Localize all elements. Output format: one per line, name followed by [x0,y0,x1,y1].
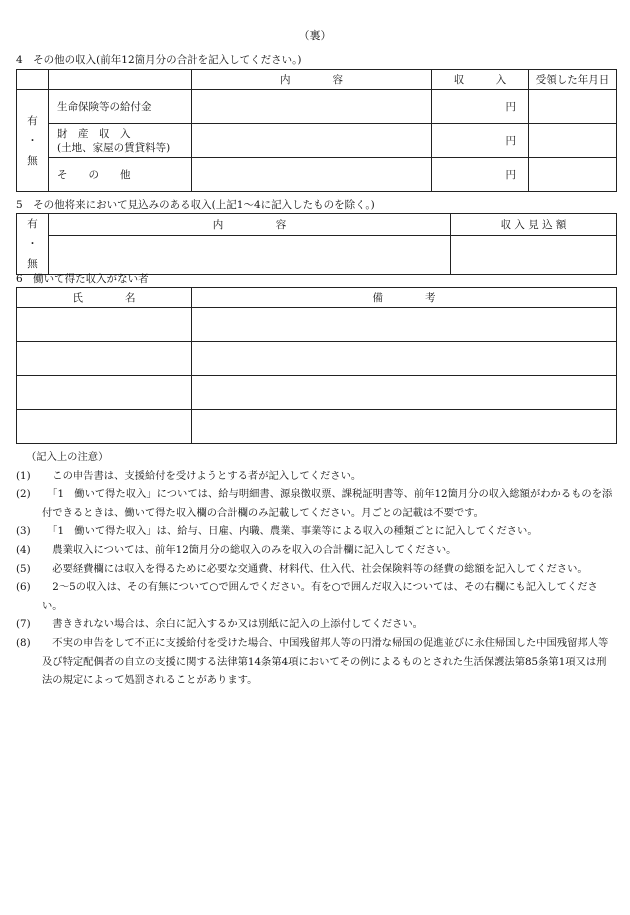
note-item [16,522,616,541]
page-header: （裏） [298,29,332,42]
s4-row-label: 生命保険等の給付金 [49,90,192,124]
s6-name-input[interactable] [17,376,192,410]
s4-income-yen[interactable]: 円 [432,124,529,158]
s4-header-income: 収 入 [432,70,529,90]
note-item [16,467,616,486]
note-number: (7) [16,618,31,631]
note-number: (6) [16,581,31,594]
note-text: この申告書は、支援給付を受けようとする者が記入してください。 [42,469,362,482]
s5-header-content: 内 容 [49,214,451,236]
s6-name-input[interactable] [17,410,192,444]
s6-header-remarks: 備 考 [192,288,617,308]
note-number: (5) [16,562,31,575]
s4-date-input[interactable] [529,124,617,158]
s4-income-yen[interactable]: 円 [432,158,529,192]
note-item [16,615,616,634]
note-text: 不実の申告をして不正に支援給付を受けた場合、中国残留邦人等の円滑な帰国の促進並びに永住帰国した中国残留邦人等及び特定配偶者の自立の支援に関する法律第14条第4項においてその例によるものとされた生活保護法第85条第1項又は刑法の規定によって処罰されることがあります。 [42,636,609,687]
notes-section [16,448,616,690]
s5-amount-input[interactable] [451,235,617,274]
presence-no[interactable]: 無 [27,154,38,167]
presence-yes[interactable]: 有 [27,114,38,127]
note-text: 書ききれない場合は、余白に記入するか又は別紙に記入の上添付してください。 [42,618,423,631]
s5-presence-cell[interactable] [17,214,49,275]
section6-table [16,287,617,444]
s4-date-input[interactable] [529,158,617,192]
note-text: 2〜5の収入は、その有無について○で囲んでください。有を○で囲んだ収入については、その右欄にも記入してください。 [42,581,598,612]
section4-table [16,69,617,192]
s6-remarks-input[interactable] [192,308,617,342]
section6-title: 6 働いて得た収入がない者 [16,273,149,285]
s6-name-input[interactable] [17,342,192,376]
note-item [16,541,616,560]
note-number: (1) [16,469,31,482]
note-number: (8) [16,636,31,649]
presence-dot: ・ [27,238,38,250]
s4-income-yen[interactable]: 円 [432,90,529,124]
note-number: (3) [16,525,31,538]
s4-content-input[interactable] [192,158,432,192]
section4-title: 4 その他の収入(前年12箇月分の合計を記入してください。) [16,54,302,66]
s4-date-input[interactable] [529,90,617,124]
note-text: 必要経費欄には収入を得るために必要な交通費、材料代、仕入代、社会保険料等の経費の総額を記入してください。 [42,562,588,575]
s6-header-name: 氏 名 [17,288,192,308]
note-item [16,578,616,615]
s4-content-input[interactable] [192,90,432,124]
section5-table [16,213,617,275]
s6-remarks-input[interactable] [192,376,617,410]
note-text: 農業収入については、前年12箇月分の総収入のみを収入の合計欄に記入してください。 [42,543,457,556]
note-item [16,560,616,579]
note-item [16,485,616,522]
note-text: 「1 働いて得た収入」は、給与、日雇、内職、農業、事業等による収入の種類ごとに記入してください。 [42,525,538,538]
presence-dot: ・ [27,134,38,147]
s4-row-label: 財 産 収 入 (土地、家屋の賃貸料等) [49,124,192,158]
s4-header-content: 内 容 [192,70,432,90]
s6-remarks-input[interactable] [192,410,617,444]
s5-header-amount: 収 入 見 込 額 [451,214,617,236]
note-number: (2) [16,488,31,501]
note-text: 「1 働いて得た収入」については、給与明細書、源泉徴収票、課税証明書等、前年12箇月分の収入総額がわかるものを添付できるときは、働いて得た収入欄の合計欄のみ記載してください。月ごとの記載は不要です。 [42,488,613,519]
s4-row-label: そ の 他 [49,158,192,192]
s4-header-date: 受領した年月日 [529,70,617,90]
s6-name-input[interactable] [17,308,192,342]
presence-no[interactable]: 無 [27,258,38,270]
notes-heading: （記入上の注意） [26,451,109,463]
s4-content-input[interactable] [192,124,432,158]
s4-presence-cell[interactable] [17,90,49,192]
s6-remarks-input[interactable] [192,342,617,376]
section5-title: 5 その他将来において見込みのある収入(上記1〜4に記入したものを除く。) [16,199,375,211]
note-number: (4) [16,543,31,556]
note-item [16,634,616,690]
s5-content-input[interactable] [49,235,451,274]
presence-yes[interactable]: 有 [27,218,38,230]
